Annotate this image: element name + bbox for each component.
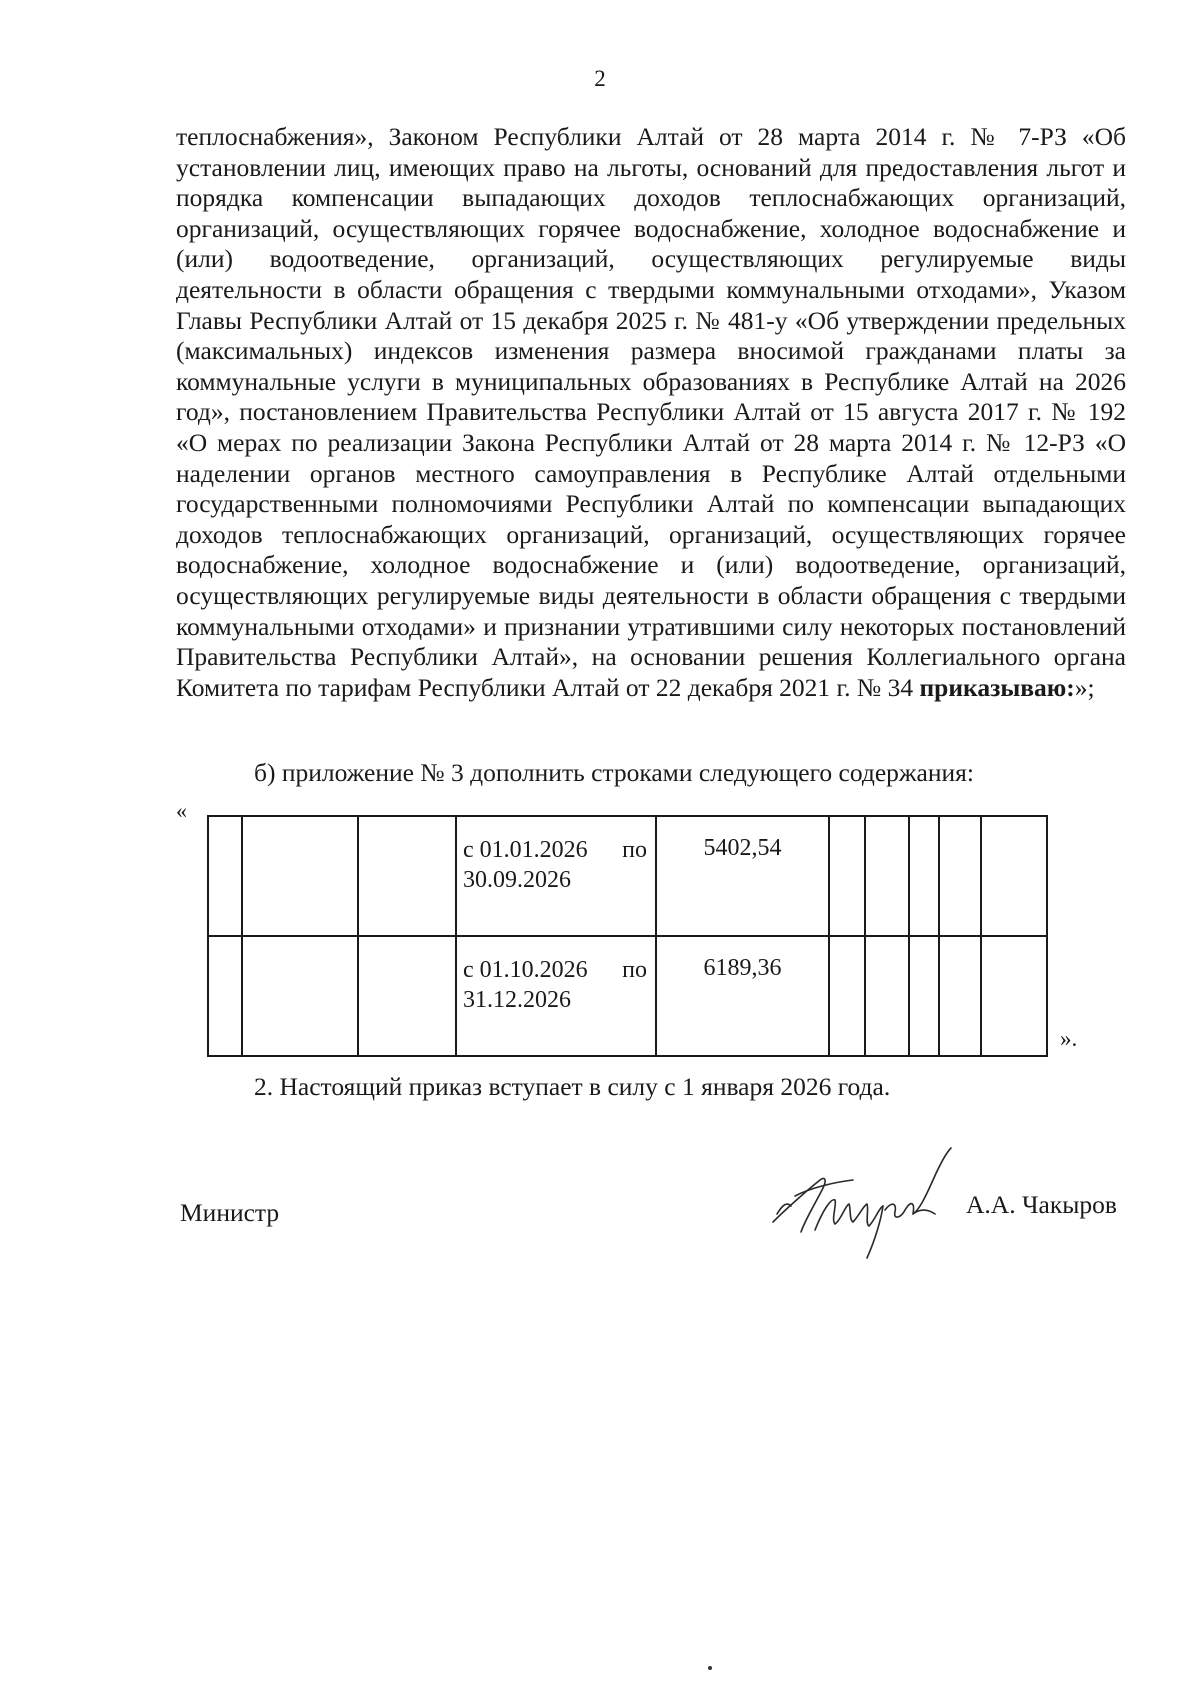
- page-number: 2: [594, 66, 606, 91]
- sub-item-b: б) приложение № 3 дополнить строками следующего содержания:: [254, 758, 974, 787]
- table-cell: [358, 936, 456, 1056]
- table-cell: [242, 936, 358, 1056]
- table-cell: [909, 936, 939, 1056]
- table-cell: [208, 816, 242, 936]
- period-word: по: [622, 837, 647, 863]
- table-cell: [865, 816, 909, 936]
- period-start: с 01.01.2026: [463, 837, 588, 863]
- table-cell: [829, 816, 865, 936]
- main-paragraph-tail: »;: [1074, 672, 1095, 702]
- main-paragraph-text: теплоснабжения», Законом Республики Алтай от 28 марта 2014 г. № 7-РЗ «Об установлении лиц, имеющих право на льготы, оснований для предоставления льгот и порядка компенсации выпадающих доходов теплоснабжающих организаций, организаций, осуществляющих горячее водоснабжение, холодное водоснабжение и (или) водоотведение, организаций, осуществляющих регулируемые виды деятельности в области обращения с твердыми коммунальными отходами», Указом Главы Республики Алтай от 15 декабря 2025 г. № 481-у «Об утверждении предельных (максимальных) индексов изменения размера вносимой гражданами платы за коммунальные услуги в муниципальных образованиях в Республике Алтай на 2026 год», постановлением Правительства Республики Алтай от 15 августа 2017 г. № 192 «О мерах по реализации Закона Республики Алтай от 28 марта 2014 г. № 12-РЗ «О наделении органов местного самоуправления в Республике Алтай отдельными государственными полномочиями Республики Алтай по компенсации выпадающих доходов теплоснабжающих организаций, организаций, осуществляющих горячее водоснабжение, холодное водоснабжение и (или) водоотведение, организаций, осуществляющих регулируемые виды деятельности в области обращения с твердыми коммунальными отходами» и признании утратившими силу некоторых постановлений Правительства Республики Алтай», на основании решения Коллегиального органа Комитета по тарифам Республики Алтай от 22 декабря 2021 г. № 34: [176, 122, 1126, 702]
- table-cell: [981, 816, 1047, 936]
- period-end: 31.12.2026: [463, 987, 571, 1013]
- quote-close: ».: [1060, 1026, 1078, 1051]
- table-cell: [242, 816, 358, 936]
- period-cell: [456, 936, 656, 1056]
- table-cell: [939, 936, 981, 1056]
- table-cell: [939, 816, 981, 936]
- table-cell: [909, 816, 939, 936]
- tariff-table: [207, 815, 1048, 1057]
- signature-icon: [765, 1140, 965, 1260]
- period-cell: [456, 816, 656, 936]
- scan-dot: [708, 1666, 712, 1670]
- signer-name: А.А. Чакыров: [966, 1190, 1117, 1219]
- table-cell: [829, 936, 865, 1056]
- table-cell: [208, 936, 242, 1056]
- tariff-value: 5402,54: [656, 816, 829, 936]
- period-word: по: [622, 957, 647, 983]
- tariff-value: 6189,36: [656, 936, 829, 1056]
- signer-title: Министр: [180, 1198, 280, 1227]
- period-end: 30.09.2026: [463, 867, 571, 893]
- table-cell: [865, 936, 909, 1056]
- quote-open: «: [176, 798, 187, 823]
- table-cell: [358, 816, 456, 936]
- period-start: с 01.10.2026: [463, 957, 588, 983]
- table-row: [208, 816, 1047, 936]
- main-paragraph: [176, 122, 1126, 703]
- table-cell: [981, 936, 1047, 1056]
- final-item: 2. Настоящий приказ вступает в силу с 1 января 2026 года.: [254, 1072, 891, 1101]
- order-keyword: приказываю:: [919, 672, 1075, 702]
- table-row: [208, 936, 1047, 1056]
